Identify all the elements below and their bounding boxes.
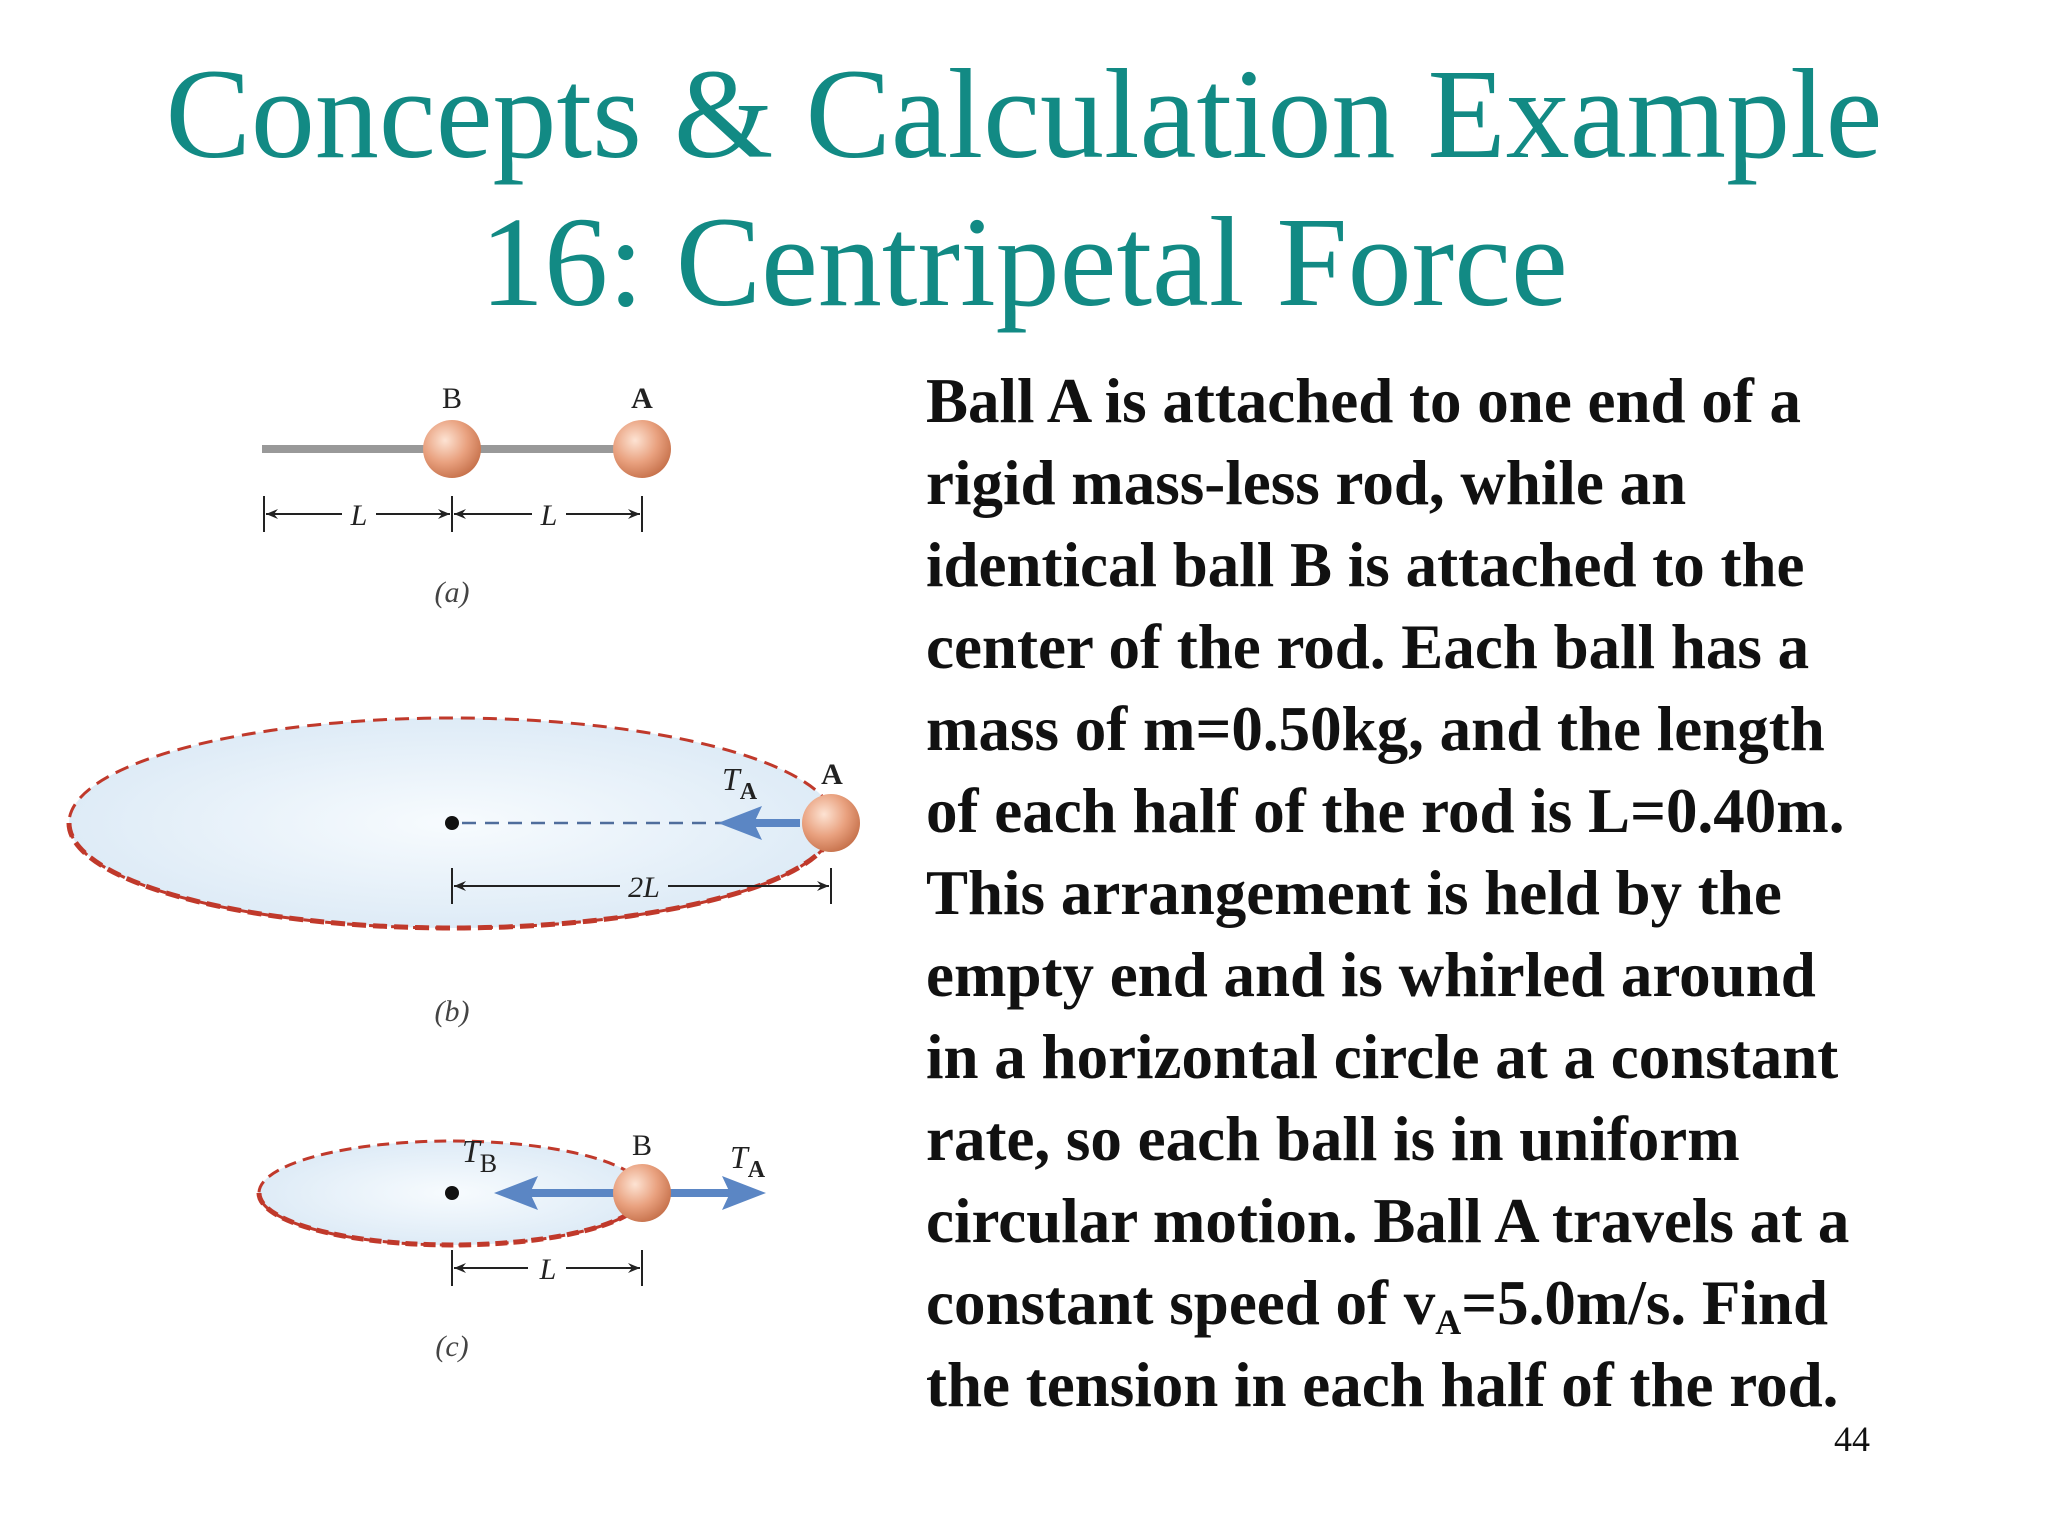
- label-a: A: [631, 382, 653, 415]
- panel-c: [259, 1129, 766, 1363]
- problem-line: empty end and is whirled around: [926, 940, 1816, 1010]
- panel-a: [262, 382, 671, 609]
- label-a: A: [821, 758, 843, 791]
- problem-line: rate, so each ball is in uniform: [926, 1104, 1740, 1174]
- problem-line: This arrangement is held by the: [926, 858, 1782, 928]
- problem-line: mass of m=0.50kg, and the length: [926, 694, 1825, 764]
- problem-line: Ball A is attached to one end of a: [926, 366, 1802, 436]
- tension-label-a: $T_A$: [730, 1139, 766, 1183]
- speed-prefix: constant speed of v: [926, 1268, 1436, 1338]
- title-line-2: 16: Centripetal Force: [480, 191, 1568, 333]
- title-line-1: Concepts & Calculation Example: [165, 43, 1883, 185]
- caption-c: (c): [435, 1330, 469, 1363]
- tension-label-a: $T_A$: [722, 761, 758, 805]
- problem-line: circular motion. Ball A travels at a: [926, 1186, 1850, 1256]
- ball-a: [613, 420, 671, 478]
- caption-b: (b): [434, 995, 470, 1028]
- problem-line: identical ball B is attached to the: [926, 530, 1805, 600]
- problem-line: of each half of the rod is L=0.40m.: [926, 776, 1845, 846]
- tension-label-b: $T_B$: [462, 1133, 498, 1178]
- speed-suffix: =5.0m/s. Find: [1461, 1268, 1828, 1338]
- problem-line: center of the rod. Each ball has a: [926, 612, 1810, 682]
- page-number: 44: [1834, 1419, 1870, 1459]
- ball-b: [423, 420, 481, 478]
- speed-subscript: A: [1435, 1302, 1462, 1342]
- center-point: [445, 816, 459, 830]
- problem-line-last: the tension in each half of the rod.: [926, 1350, 1839, 1420]
- ball-a: [802, 794, 860, 852]
- ball-b: [613, 1164, 671, 1222]
- problem-line-speed: [926, 1262, 2006, 1344]
- problem-line: rigid mass-less rod, while an: [926, 448, 1687, 518]
- problem-statement: [926, 360, 2006, 1426]
- label-b: B: [441, 382, 463, 415]
- dim-label: L: [539, 1253, 557, 1286]
- dim-left-label: L: [350, 499, 368, 532]
- rod-and-balls-figure: [0, 340, 900, 1450]
- slide-title: [0, 40, 2048, 336]
- dim-right-label: L: [540, 499, 558, 532]
- dim-label: 2L: [628, 871, 660, 904]
- panel-b: [69, 718, 860, 1028]
- label-b: B: [631, 1129, 653, 1162]
- caption-a: (a): [434, 576, 470, 609]
- center-point: [445, 1186, 459, 1200]
- problem-line: in a horizontal circle at a constant: [926, 1022, 1839, 1092]
